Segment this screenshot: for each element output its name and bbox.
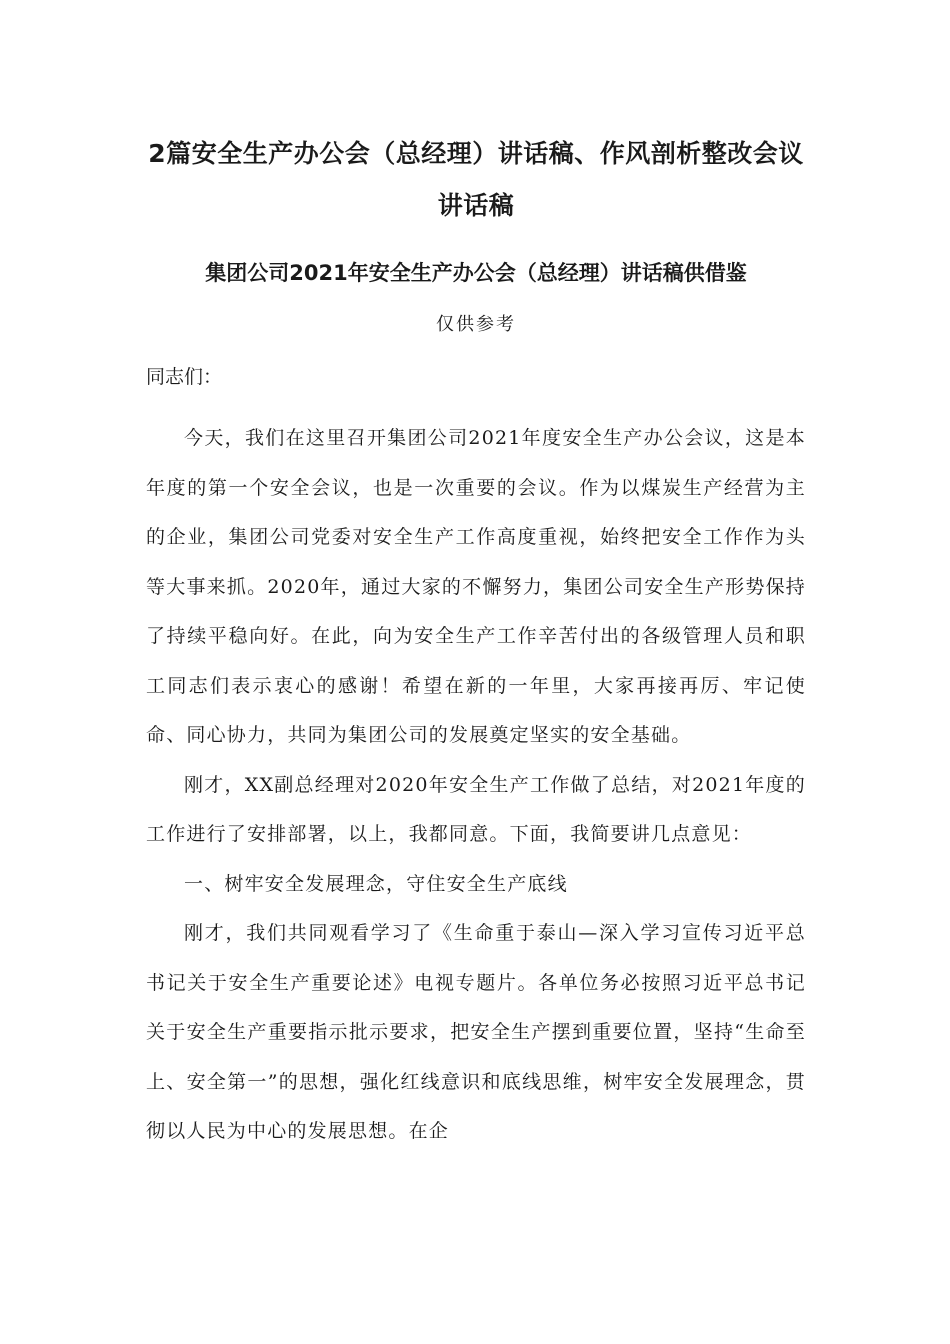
document-subtitle: 集团公司2021年安全生产办公会（总经理）讲话稿供借鉴 xyxy=(205,261,747,285)
document-title: 2篇安全生产办公会（总经理）讲话稿、作风剖析整改会议讲话稿 xyxy=(148,139,804,220)
paragraph-section-one: 刚才，我们共同观看学习了《生命重于泰山—深入学习宣传习近平总书记关于安全生产重要论述》电视专题片。各单位务必按照习近平总书记关于安全生产重要指示批示要求，把安全生产摆到重要位置，坚持“生命至上、安全第一”的思想，强化红线意识和底线思维，树牢安全发展理念，贯彻以人民为中心的发展思想。在企 xyxy=(146,922,806,1142)
document-page xyxy=(146,128,806,1157)
paragraph-opening: 今天，我们在这里召开集团公司2021年度安全生产办公会议，这是本年度的第一个安全会议，也是一次重要的会议。作为以煤炭生产经营为主的企业，集团公司党委对安全生产工作高度重视，始终把安全工作作为头等大事来抓。2020年，通过大家的不懈努力，集团公司安全生产形势保持了持续平稳向好。在此，向为安全生产工作辛苦付出的各级管理人员和职工同志们表示衷心的感谢！希望在新的一年里，大家再接再厉、牢记使命、同心协力，共同为集团公司的发展奠定坚实的安全基础。 xyxy=(146,427,806,746)
section-heading: 一、树牢安全发展理念，守住安全生产底线 xyxy=(184,872,568,895)
salutation: 同志们： xyxy=(146,366,223,388)
reference-note: 仅供参考 xyxy=(436,314,516,335)
paragraph-summary: 刚才，XX副总经理对2020年安全生产工作做了总结，对2021年度的工作进行了安排部署，以上，我都同意。下面，我简要讲几点意见： xyxy=(146,773,806,845)
